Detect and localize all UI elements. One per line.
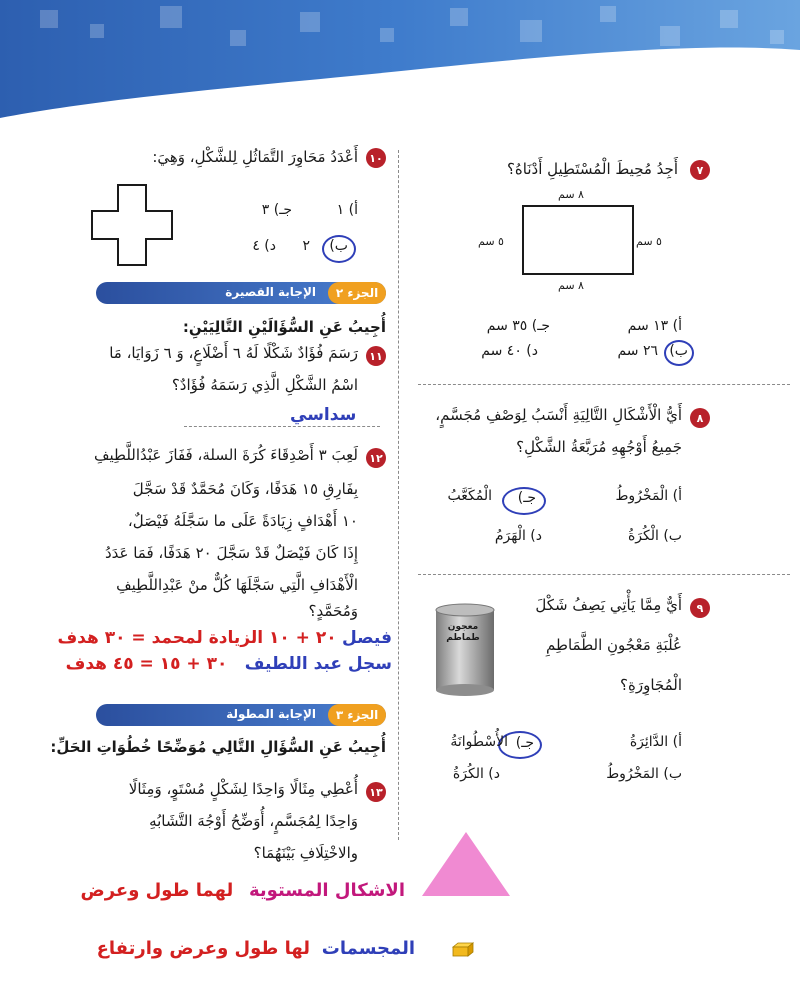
- flat-shapes-desc: لهما طول وعرض: [80, 880, 234, 901]
- q12-answer-line2: [66, 654, 392, 674]
- tomato-paste-can-icon: [432, 602, 498, 698]
- q10-text: أَعْدَدُ مَحَاوِرَ التَّمَاثُلِ لِلشَّكْلِ، وَهِيَ:: [152, 148, 358, 166]
- cross-shape: [90, 183, 174, 267]
- section-title: الإجابة القصيرة: [225, 285, 316, 299]
- q13-line2: وَاحِدًا لِمُجَسَّمٍ، أُوَضِّحُ أَوْجُهَ التَّشَابُهِ: [149, 812, 358, 830]
- solids-desc: لها طول وعرض وارتفاع: [96, 938, 311, 959]
- q12-line5: الْأَهْدَافِ الَّتِي سَجَّلَهَا كُلٌّ منْ عَبْدِاللَّطِيفِ: [116, 576, 358, 594]
- dimension-left: ٥ سم: [478, 235, 504, 248]
- solids-answer: [97, 938, 415, 959]
- flat-shapes-answer: [80, 880, 405, 901]
- q12-answer2-label: سجل عبد اللطيف: [244, 654, 392, 674]
- section-title: الإجابة المطولة: [226, 707, 316, 721]
- dimension-bottom: ٨ سم: [558, 279, 584, 292]
- q13-line1: أُعْطِي مِثَالًا وَاحِدًا لِشَكْلٍ مُسْتَوٍ، وَمِثَالًا: [128, 780, 358, 798]
- q9-option-a[interactable]: أ) الدَّائِرَةُ: [629, 734, 682, 750]
- section-tag: الجزء ٣: [328, 704, 386, 726]
- q12-answer2-equation: ٣٠ + ١٥ = ٤٥ هدف: [65, 654, 228, 674]
- q7-option-b-letter[interactable]: ب): [669, 343, 688, 359]
- q7-text: أَجِدُ مُحِيطَ الْمُسْتَطِيلِ أَدْنَاهُ؟: [506, 160, 678, 178]
- question-number-badge: ١١: [366, 346, 386, 366]
- question-number-badge: ١٣: [366, 782, 386, 802]
- q8-option-b[interactable]: ب) الْكُرَةُ: [627, 528, 682, 544]
- column-divider: [398, 150, 399, 840]
- box-icon: [451, 942, 475, 958]
- q7-option-c[interactable]: جـ) ٣٥ سم: [486, 318, 550, 334]
- dimension-right: ٥ سم: [636, 235, 662, 248]
- q8-option-c-letter[interactable]: جـ): [517, 490, 536, 506]
- instruction: أُجِيبُ عَنِ السُّؤَالَيْنِ التَّالِيَيْنِ:: [182, 318, 386, 336]
- solids-term: المجسمات: [321, 938, 415, 959]
- header-banner: [0, 0, 800, 125]
- triangle-shape: [418, 828, 514, 900]
- q12-line6: وَمُحَمَّدٍ؟: [308, 602, 358, 620]
- q12-line4: إِذَا كَانَ فَيْصَلٌ قَدْ سَجَّلَ ٢٠ هَدَفًا، فَمَا عَدَدُ: [104, 544, 358, 562]
- q10-option-a[interactable]: أ) ١: [336, 202, 358, 218]
- q9-option-d[interactable]: د) الكُرَةُ: [452, 766, 500, 782]
- can-label: معجون طماطم: [446, 622, 480, 643]
- q11-answer: سداسي: [290, 405, 357, 425]
- q12-answer-line1: [57, 628, 392, 648]
- separator: [184, 426, 380, 427]
- q9-line2: عُلْبَةِ مَعْجُونِ الطَّمَاطِمِ: [546, 636, 682, 654]
- q11-line2: اسْمُ الشَّكْلِ الَّذِي رَسَمَهُ فُؤَادٌ؟: [171, 376, 358, 394]
- section-tag: الجزء ٢: [328, 282, 386, 304]
- q12-line3: ١٠ أَهْدَافٍ زِيَادَةً عَلَى ما سَجَّلَهُ فَيْصَلٌ،: [127, 512, 358, 530]
- q12-answer1-label: فيصل: [342, 628, 392, 648]
- question-number-badge: ٩: [690, 598, 710, 618]
- q12-line2: بِفَارِقِ ١٥ هَدَفًا، وَكَانَ مُحَمَّدٌ قَدْ سَجَّلَ: [132, 480, 358, 498]
- flat-shapes-term: الاشكال المستوية: [248, 880, 405, 901]
- q9-line3: الْمُجَاوِرَةِ؟: [620, 676, 682, 694]
- instruction: أُجِيبُ عَنِ السُّؤَالِ التَّالِي مُوَضِّحًا خُطُوَاتِ الحَلِّ:: [50, 738, 386, 756]
- question-number-badge: ٨: [690, 408, 710, 428]
- question-number-badge: ٧: [690, 160, 710, 180]
- q7-option-d[interactable]: د) ٤٠ سم: [481, 343, 538, 359]
- q9-option-c-letter[interactable]: جـ): [515, 735, 534, 751]
- q9-option-b[interactable]: ب) المَخْرُوطُ: [606, 766, 682, 782]
- q8-option-a[interactable]: أ) الْمَخْرُوطُ: [615, 488, 682, 504]
- q9-option-c-value[interactable]: الأُسْطُوانَةُ: [450, 734, 508, 750]
- q10-option-c[interactable]: جـ) ٣: [261, 202, 292, 218]
- q10-option-b-value[interactable]: ٢: [302, 238, 310, 254]
- q12-answer1-equation: ٢٠ + ١٠ الزيادة لمحمد = ٣٠ هدف: [57, 628, 337, 648]
- q8-line2: جَمِيعُ أَوْجُهِهِ مُرَبَّعَةُ الشَّكْلِ؟: [516, 438, 682, 456]
- q12-line1: لَعِبَ ٣ أَصْدِقَاءَ كُرَةَ السلة، فَفَازَ عَبْدُاللَّطِيفِ: [93, 446, 358, 464]
- dimension-top: ٨ سم: [558, 188, 584, 201]
- section-header-long-answer: [96, 704, 386, 726]
- q11-line1: رَسَمَ فُؤَادٌ شَكْلًا لَهُ ٦ أَضْلَاعٍ، وَ ٦ زَوَايَا، مَا: [109, 344, 358, 362]
- rectangle-shape: [522, 205, 634, 275]
- section-header-short-answer: [96, 282, 386, 304]
- q8-line1: أَيُّ الْأَشْكَالِ التَّالِيَةِ أَنْسَبُ لِوَصْفِ مُجَسَّمٍ،: [435, 406, 682, 424]
- q7-option-a[interactable]: أ) ١٣ سم: [627, 318, 682, 334]
- q8-option-d[interactable]: د) الْهَرَمُ: [494, 528, 542, 544]
- q13-line3: والاخْتِلَافِ بَيْنَهُمَا؟: [253, 844, 358, 862]
- q9-line1: أَيٌّ مِمَّا يَأْتِي يَصِفُ شَكْلَ: [535, 596, 682, 614]
- question-number-badge: ١٠: [366, 148, 386, 168]
- separator: [418, 384, 790, 385]
- q10-option-b-letter[interactable]: ب): [329, 238, 348, 254]
- separator: [418, 574, 790, 575]
- question-number-badge: ١٢: [366, 448, 386, 468]
- q10-option-d[interactable]: د) ٤: [252, 238, 276, 254]
- q7-option-b-value[interactable]: ٢٦ سم: [617, 343, 658, 359]
- q8-option-c-value[interactable]: الْمُكَعَّبُ: [447, 488, 492, 504]
